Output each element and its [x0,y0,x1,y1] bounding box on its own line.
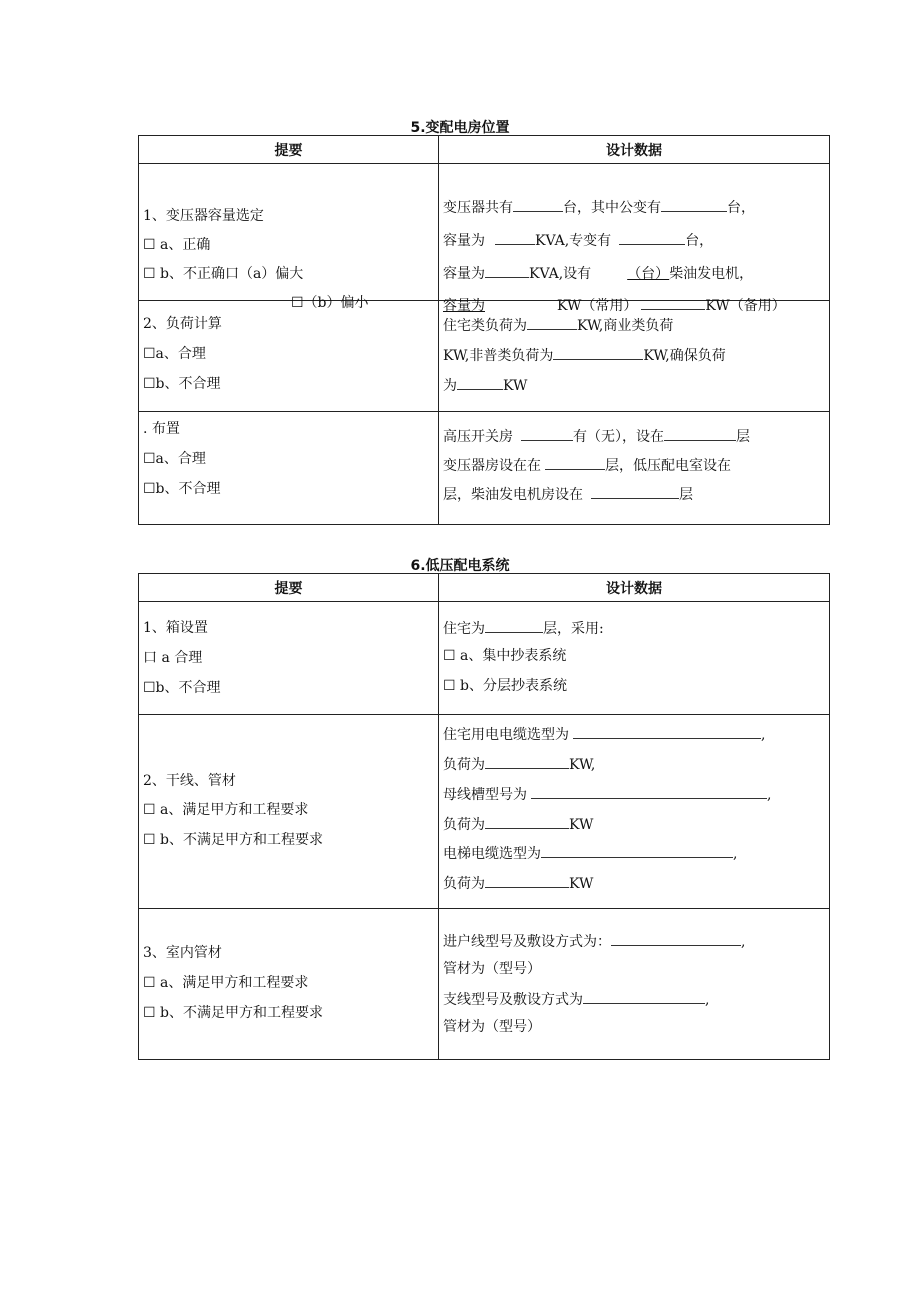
section5-title: 5.变配电房位置 [410,120,510,136]
option-correct[interactable]: ☐ a、正确 [143,237,211,253]
section6-title: 6.低压配电系统 [410,558,510,574]
blank-field[interactable] [619,230,685,245]
pipe-material-line: 管材为（型号） [443,1019,541,1035]
blank-field[interactable] [485,263,529,278]
blank-field[interactable] [485,814,569,829]
guaranteed-load-line: 为 KW [443,375,527,395]
load-line: 负荷为 KW [443,814,593,834]
blank-field[interactable] [664,426,736,441]
hv-switch-room-line: 高压开关房 有（无），设在 层 [443,426,750,446]
option-centralized-metering[interactable]: ☐ a、集中抄表系统 [443,648,567,664]
option-meets-requirements[interactable]: ☐ a、满足甲方和工程要求 [143,802,309,818]
item-layout: . 布置 [143,421,180,437]
capacity-line: 容量为 KVA,专变有 台， [443,230,713,250]
option-floor-metering[interactable]: ☐ b、分层抄表系统 [443,678,567,694]
option-meets-requirements[interactable]: ☐ a、满足甲方和工程要求 [143,975,309,991]
option-reasonable[interactable]: 口 a 合理 [143,650,203,666]
item-trunk-lines: 2、干线、管材 [143,773,236,789]
blank-field[interactable] [573,724,761,739]
load-line: 负荷为 KW [443,873,593,893]
busbar-line: 母线槽型号为 , [443,784,771,804]
blank-field[interactable] [527,315,577,330]
residential-floors-line: 住宅为 层，采用: [443,618,604,638]
header-summary: 提要 [139,574,439,602]
header-design-data: 设计数据 [439,136,830,164]
blank-field[interactable] [661,197,727,212]
section5-table [138,135,830,525]
option-reasonable[interactable]: ☐a、合理 [143,346,206,362]
option-unreasonable[interactable]: ☐b、不合理 [143,481,221,497]
option-incorrect-large[interactable]: ☐ b、不正确口（a）偏大 [143,266,304,282]
residential-cable-line: 住宅用电电缆选型为 , [443,724,765,744]
blank-field[interactable] [513,197,563,212]
elevator-cable-line: 电梯电缆选型为 , [443,843,737,863]
blank-field[interactable] [531,784,767,799]
residential-load-line: 住宅类负荷为 KW,商业类负荷 [443,315,673,335]
item-load-calculation: 2、负荷计算 [143,316,222,332]
transformer-room-line: 变压器房设在在 层，低压配电室设在 [443,455,731,475]
option-not-meet-requirements[interactable]: ☐ b、不满足甲方和工程要求 [143,832,323,848]
generator-capacity-line: 容量为 KW（常用） KW（备用） [443,295,786,315]
option-not-meet-requirements[interactable]: ☐ b、不满足甲方和工程要求 [143,1005,323,1021]
item-transformer-capacity: 1、变压器容量选定 [143,208,264,224]
generator-room-line: 层，柴油发电机房设在 层 [443,484,693,504]
blank-field[interactable] [583,989,705,1004]
blank-field[interactable] [485,873,569,888]
blank-field[interactable] [495,230,535,245]
blank-field[interactable] [591,484,679,499]
section6-table [138,573,830,1060]
blank-field[interactable] [521,426,573,441]
item-indoor-pipes: 3、室内管材 [143,945,222,961]
branch-line-spec: 支线型号及敷设方式为 , [443,989,709,1009]
header-summary: 提要 [139,136,439,164]
generator-line: 容量为 KVA,设有 （台）柴油发电机， [443,263,753,283]
option-unreasonable[interactable]: ☐b、不合理 [143,376,221,392]
header-design-data: 设计数据 [439,574,830,602]
option-unreasonable[interactable]: ☐b、不合理 [143,680,221,696]
pipe-material-line: 管材为（型号） [443,961,541,977]
blank-field[interactable] [545,455,605,470]
blank-field[interactable] [553,345,643,360]
blank-field[interactable] [457,375,503,390]
transformer-count-line: 变压器共有 台，其中公变有 台， [443,197,755,217]
blank-field[interactable] [485,754,569,769]
non-standard-load-line: KW,非普类负荷为 KW,确保负荷 [443,345,726,365]
incoming-line-spec: 进户线型号及敷设方式为： , [443,931,745,951]
blank-field[interactable] [611,931,741,946]
option-reasonable[interactable]: ☐a、合理 [143,451,206,467]
option-small[interactable]: ☐（b）偏小 [291,295,369,311]
item-box-setup: 1、箱设置 [143,620,208,636]
blank-field[interactable] [541,843,733,858]
load-line: 负荷为 KW, [443,754,595,774]
blank-field[interactable] [485,618,543,633]
